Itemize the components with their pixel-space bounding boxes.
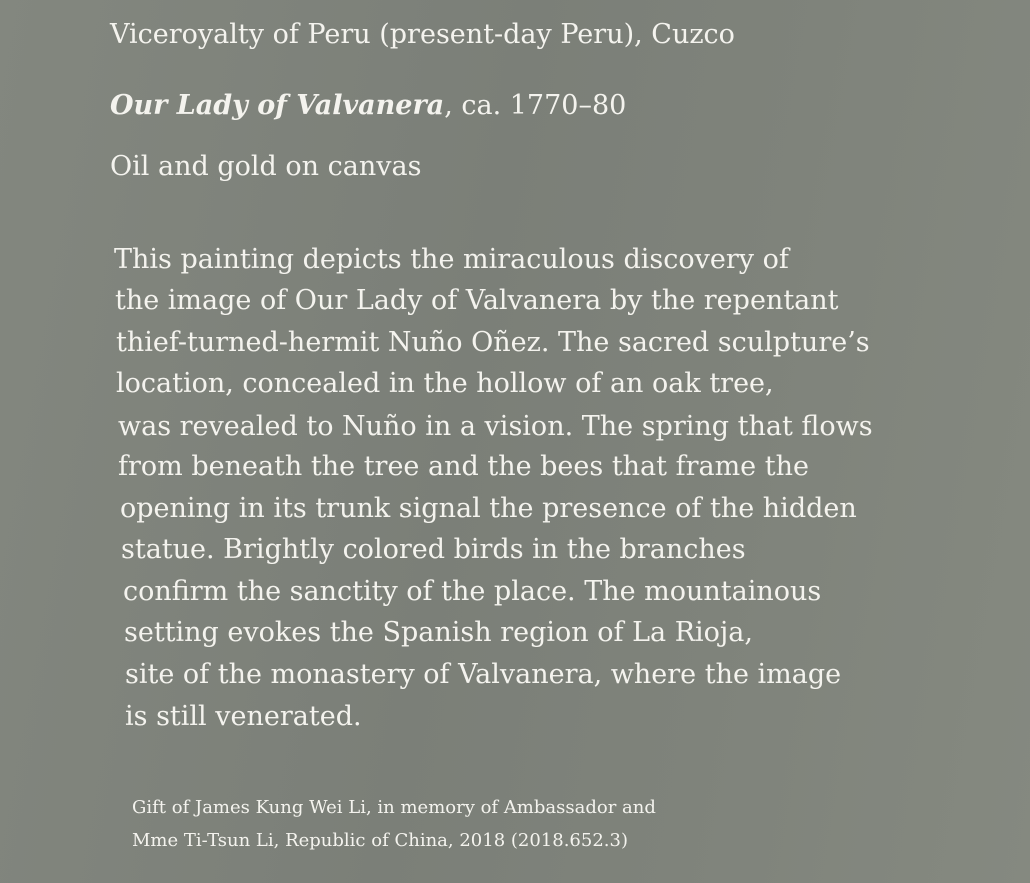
artwork-title: Our Lady of Valvanera [110, 90, 445, 121]
credit-line: Gift of James Kung Wei Li, in memory of Ambassador and [132, 797, 656, 818]
description-line: opening in its trunk signal the presence of the hidden [120, 493, 857, 524]
description-line: location, concealed in the hollow of an oak tree, [116, 368, 774, 399]
origin-line: Viceroyalty of Peru (present-day Peru), Cuzco [110, 19, 735, 50]
description-line: This painting depicts the miraculous discovery of [114, 244, 789, 275]
artwork-date: , ca. 1770–80 [444, 90, 627, 121]
title-line [110, 89, 626, 123]
credit-line: Mme Ti-Tsun Li, Republic of China, 2018 (2018.652.3) [132, 830, 628, 851]
description-line: thief-turned-hermit Nuño Oñez. The sacred sculpture’s [116, 327, 870, 358]
description-line: was revealed to Nuño in a vision. The spring that flows [118, 411, 873, 442]
description-line: confirm the sanctity of the place. The mountainous [123, 576, 822, 607]
medium-line: Oil and gold on canvas [110, 151, 422, 182]
description-line: from beneath the tree and the bees that frame the [118, 451, 809, 482]
description-line: setting evokes the Spanish region of La Rioja, [124, 617, 753, 648]
description-line: site of the monastery of Valvanera, where the image [125, 659, 842, 690]
description-line: statue. Brightly colored birds in the branches [121, 534, 746, 565]
description-line: the image of Our Lady of Valvanera by the repentant [115, 285, 839, 316]
description-line: is still venerated. [125, 701, 362, 732]
